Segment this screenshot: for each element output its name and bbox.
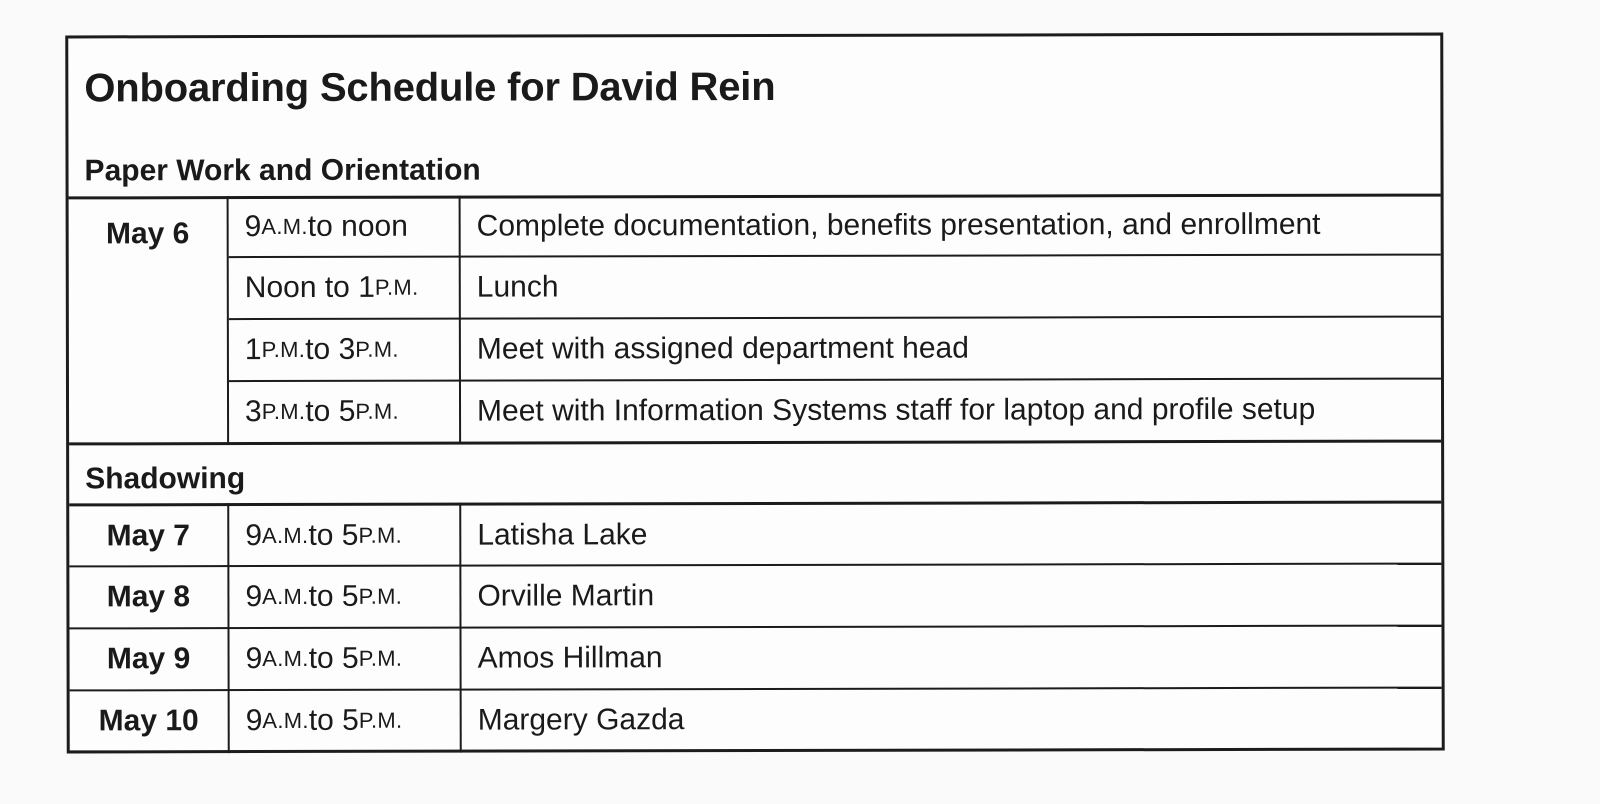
person-name: Amos Hillman <box>477 641 663 675</box>
time-meridiem: A.M. <box>262 707 309 733</box>
activity-text: Meet with assigned department head <box>476 331 969 366</box>
time-cell <box>229 567 459 627</box>
activity-cell <box>461 256 1443 318</box>
activity-cell <box>461 380 1443 442</box>
time-cell <box>229 258 459 318</box>
time-meridiem: P.M. <box>261 398 306 425</box>
time-meridiem: P.M. <box>374 274 419 300</box>
person-name: Orville Martin <box>477 579 655 613</box>
activity-cell <box>461 196 1443 256</box>
activity-cell <box>461 627 1443 689</box>
date-label: May 9 <box>106 642 191 676</box>
time-meridiem: P.M. <box>358 583 403 609</box>
time-hour: 1 <box>244 333 262 367</box>
time-hour: Noon to 1 <box>244 270 375 305</box>
time-end: to 3 <box>305 332 356 366</box>
time-end: to 5 <box>308 641 359 675</box>
activity-cell <box>462 689 1444 750</box>
schedule-table <box>65 33 1445 754</box>
activity-text: Complete documentation, benefits presentation, and enrollment <box>476 207 1321 243</box>
time-hour: 9 <box>245 703 263 737</box>
time-hour: 9 <box>244 210 262 244</box>
time-cell <box>229 382 459 442</box>
time-end: to 5 <box>308 703 359 737</box>
time-end: to noon <box>307 209 408 243</box>
time-meridiem: A.M. <box>262 645 309 672</box>
date-label: May 10 <box>98 703 199 737</box>
time-hour: 3 <box>245 395 262 429</box>
time-end: to 5 <box>308 518 359 552</box>
date-cell <box>70 691 228 750</box>
time-meridiem: P.M. <box>358 707 403 733</box>
time-meridiem: A.M. <box>261 213 308 240</box>
page-title: Onboarding Schedule for David Rein <box>84 64 776 111</box>
activity-text: Meet with Information Systems staff for laptop and profile setup <box>477 392 1316 428</box>
date-label: May 8 <box>106 580 191 614</box>
person-name: Latisha Lake <box>477 517 648 552</box>
time-meridiem: A.M. <box>262 583 309 610</box>
date-cell <box>69 506 227 565</box>
time-end: to 5 <box>308 579 359 613</box>
time-hour: 9 <box>245 518 263 552</box>
time-hour: 9 <box>245 580 263 614</box>
time-cell <box>229 506 459 565</box>
date-label: May 7 <box>106 518 191 552</box>
time-meridiem: P.M. <box>261 336 306 363</box>
time-end: to 5 <box>305 394 356 428</box>
time-hour: 9 <box>245 642 263 676</box>
time-cell <box>229 320 459 380</box>
time-meridiem: P.M. <box>358 645 403 671</box>
activity-cell <box>461 318 1443 380</box>
time-cell <box>229 629 459 689</box>
activity-cell <box>461 565 1443 627</box>
date-cell <box>69 204 227 264</box>
activity-text: Lunch <box>476 270 559 304</box>
time-cell <box>229 198 459 256</box>
time-meridiem: P.M. <box>355 336 399 362</box>
time-cell <box>230 691 460 750</box>
date-cell <box>69 567 227 627</box>
section-heading-orientation: Paper Work and Orientation <box>84 153 481 188</box>
time-meridiem: P.M. <box>358 522 403 548</box>
person-name: Margery Gazda <box>477 702 685 737</box>
time-meridiem: A.M. <box>261 522 309 548</box>
section-heading-shadowing: Shadowing <box>85 462 246 496</box>
date-label: May 6 <box>105 217 190 251</box>
activity-cell <box>461 504 1443 565</box>
time-meridiem: P.M. <box>355 398 399 424</box>
date-cell <box>69 629 227 689</box>
